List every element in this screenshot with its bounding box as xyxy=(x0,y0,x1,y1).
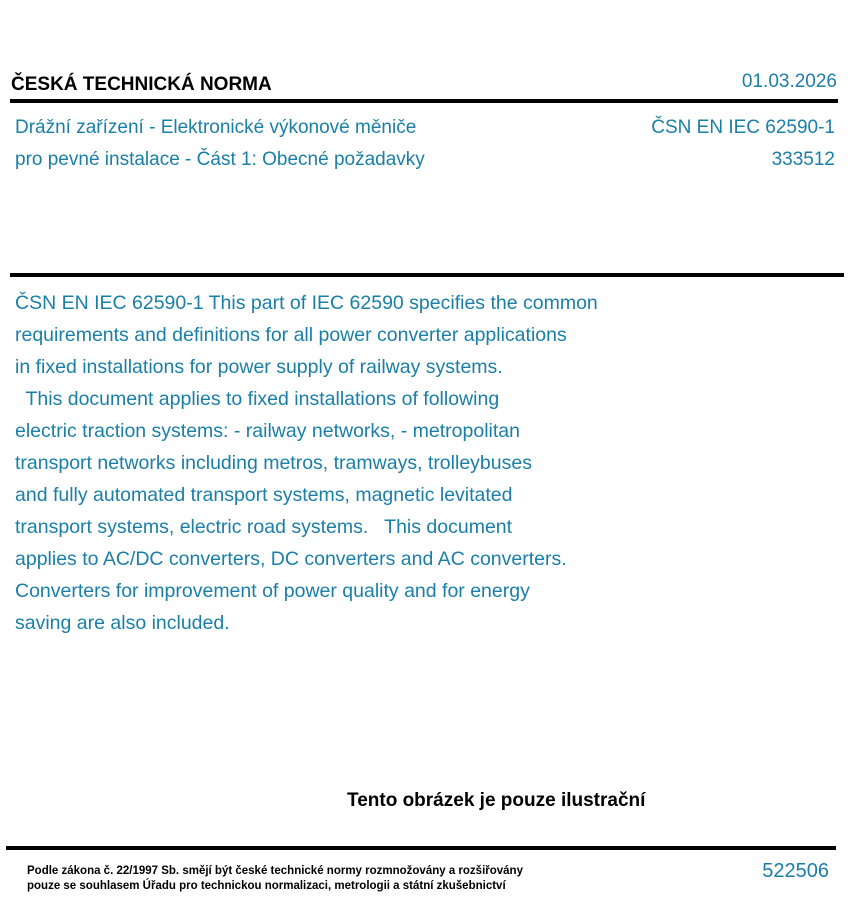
abstract-line: in fixed installations for power supply of railway systems. xyxy=(15,356,503,378)
issue-date: 01.03.2026 xyxy=(741,71,837,92)
abstract-line: and fully automated transport systems, magnetic levitated xyxy=(15,484,513,506)
abstract-line: transport networks including metros, tramways, trolleybuses xyxy=(15,452,532,474)
abstract-line: This document applies to fixed installations of following xyxy=(15,388,500,410)
abstract-line: ČSN EN IEC 62590-1 This part of IEC 62590 specifies the common xyxy=(15,292,598,314)
abstract-line: transport systems, electric road systems. This document xyxy=(15,516,513,538)
legal-notice xyxy=(27,864,523,894)
standard-code: ČSN EN IEC 62590-1 xyxy=(651,117,835,138)
class-number: 333512 xyxy=(771,149,835,170)
standard-title-line-2: pro pevné instalace - Část 1: Obecné požadavky xyxy=(15,149,425,170)
header-divider xyxy=(10,99,838,103)
document-id: 522506 xyxy=(762,860,829,882)
legal-line-1: Podle zákona č. 22/1997 Sb. smějí být české technické normy rozmnožovány a rozšiřovány xyxy=(27,865,523,877)
title-divider xyxy=(10,273,844,277)
abstract-line: applies to AC/DC converters, DC converters and AC converters. xyxy=(15,548,567,570)
abstract-line: Converters for improvement of power quality and for energy xyxy=(15,580,530,602)
norm-label: ČESKÁ TECHNICKÁ NORMA xyxy=(11,74,272,95)
abstract xyxy=(15,287,665,639)
abstract-line: saving are also included. xyxy=(15,612,230,634)
legal-line-2: pouze se souhlasem Úřadu pro technickou normalizaci, metrologii a státní zkušebnictví xyxy=(27,880,506,892)
abstract-line: electric traction systems: - railway networks, - metropolitan xyxy=(15,420,520,442)
illustration-note: Tento obrázek je pouze ilustrační xyxy=(347,790,646,811)
abstract-line: requirements and definitions for all power converter applications xyxy=(15,324,567,346)
standard-title-line-1: Drážní zařízení - Elektronické výkonové měniče xyxy=(15,117,417,138)
footer-divider xyxy=(6,846,836,850)
